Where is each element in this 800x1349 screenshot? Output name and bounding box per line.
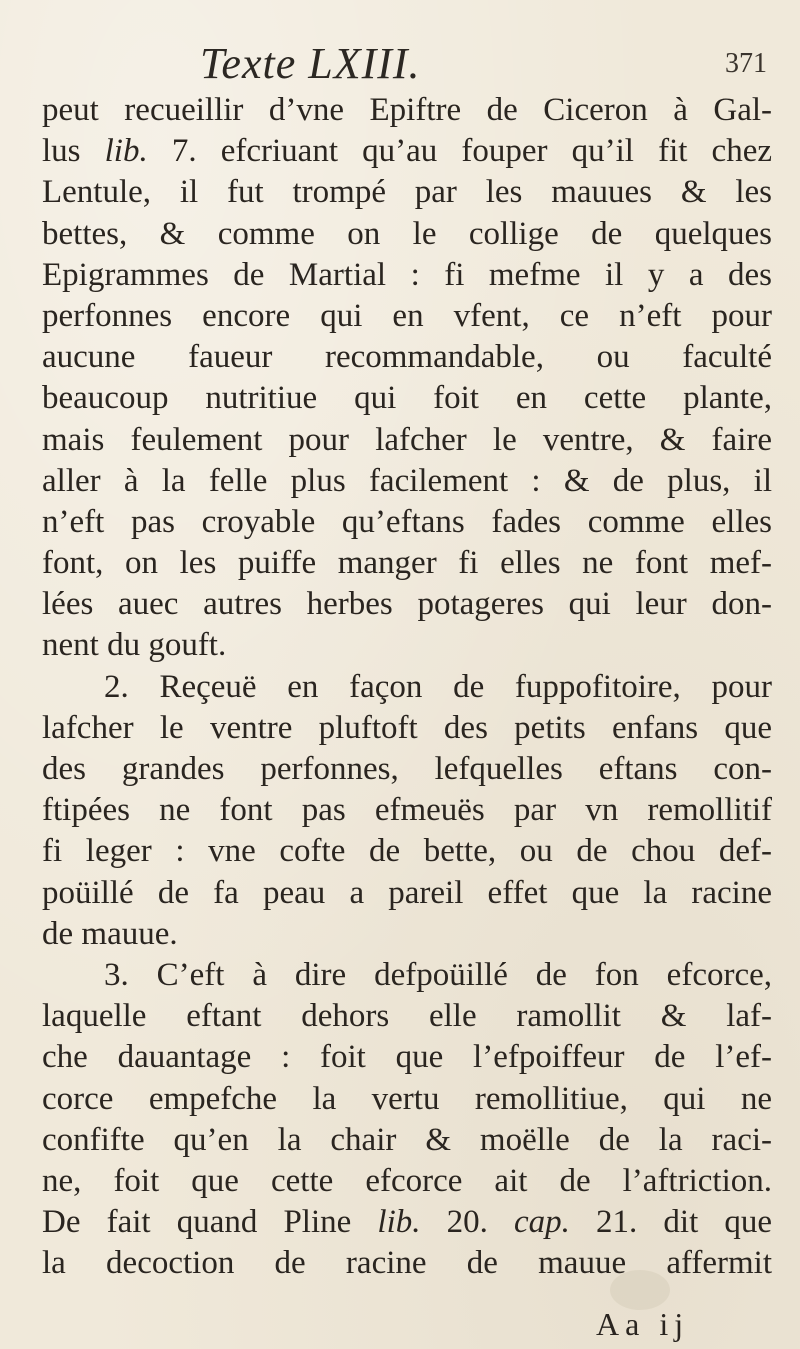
citation-abbrev: lib. <box>104 133 148 170</box>
running-title: Texte LXIII. <box>200 39 421 88</box>
page-header <box>0 38 800 88</box>
text-line: aucune faueur recommandable, ou faculté <box>42 339 772 376</box>
text-line: ftipées ne font pas efmeuës par vn remollitif <box>42 792 772 829</box>
text-run: 20. <box>420 1204 515 1241</box>
text-run: 21. dit que <box>569 1204 773 1241</box>
text-line: beaucoup nutritiue qui foit en cette plante, <box>42 380 772 417</box>
text-line: lées auec autres herbes potageres qui leur don- <box>42 586 772 623</box>
text-line <box>42 1202 772 1243</box>
paragraph-start: 3. C’eft à dire defpoüillé de fon efcorce, <box>104 956 772 993</box>
text-line: che dauantage : foit que l’efpoiffeur de l’ef- <box>42 1039 772 1076</box>
text-line: poüillé de fa peau a pareil effet que la racine <box>42 874 772 911</box>
text-line: peut recueillir d’vne Epiftre de Ciceron à Gal- <box>42 92 772 128</box>
text-line: bettes, & comme on le collige de quelques <box>42 215 772 252</box>
citation-abbrev: lib. <box>377 1204 421 1241</box>
text-line: Epigrammes de Martial : fi mefme il y a des <box>42 256 772 293</box>
text-line: ne, foit que cette efcorce ait de l’aftriction. <box>42 1162 772 1199</box>
text-line: fi leger : vne cofte de bette, ou de chou def- <box>42 833 772 870</box>
text-line: de mauue. <box>42 915 178 952</box>
text-line: lafcher le ventre pluftoft des petits enfans que <box>42 709 772 746</box>
body-text <box>42 90 772 1284</box>
text-run: lus <box>42 133 105 170</box>
text-run: De fait quand Pline <box>42 1204 378 1241</box>
text-line: des grandes perfonnes, lefquelles eftans con- <box>42 751 772 787</box>
text-line: nent du gouft. <box>42 627 227 664</box>
text-line: perfonnes encore qui en vfent, ce n’eft pour <box>42 297 772 334</box>
text-line: Lentule, il fut trompé par les mauues & les <box>42 174 772 211</box>
citation-abbrev: cap. <box>514 1204 570 1241</box>
signature-mark: Aa ij <box>596 1306 690 1342</box>
text-line: la decoction de racine de mauue affermit <box>42 1245 772 1282</box>
text-line: confifte qu’en la chair & moëlle de la raci- <box>42 1121 772 1158</box>
text-line: mais feulement pour lafcher le ventre, & faire <box>42 421 772 458</box>
text-line: corce empefche la vertu remollitiue, qui ne <box>42 1080 772 1117</box>
text-line: laquelle eftant dehors elle ramollit & laf- <box>42 998 772 1035</box>
text-line: font, on les puiffe manger fi elles ne font mef- <box>42 545 772 582</box>
text-run: 7. efcriuant qu’au fouper qu’il fit chez <box>147 133 772 170</box>
page-number: 371 <box>725 48 767 79</box>
text-line: aller à la felle plus facilement : & de plus, il <box>42 462 772 499</box>
text-line <box>42 131 772 172</box>
text-line: n’eft pas croyable qu’eftans fades comme elles <box>42 503 772 540</box>
paragraph-start: 2. Reçeuë en façon de fuppofitoire, pour <box>104 668 772 705</box>
